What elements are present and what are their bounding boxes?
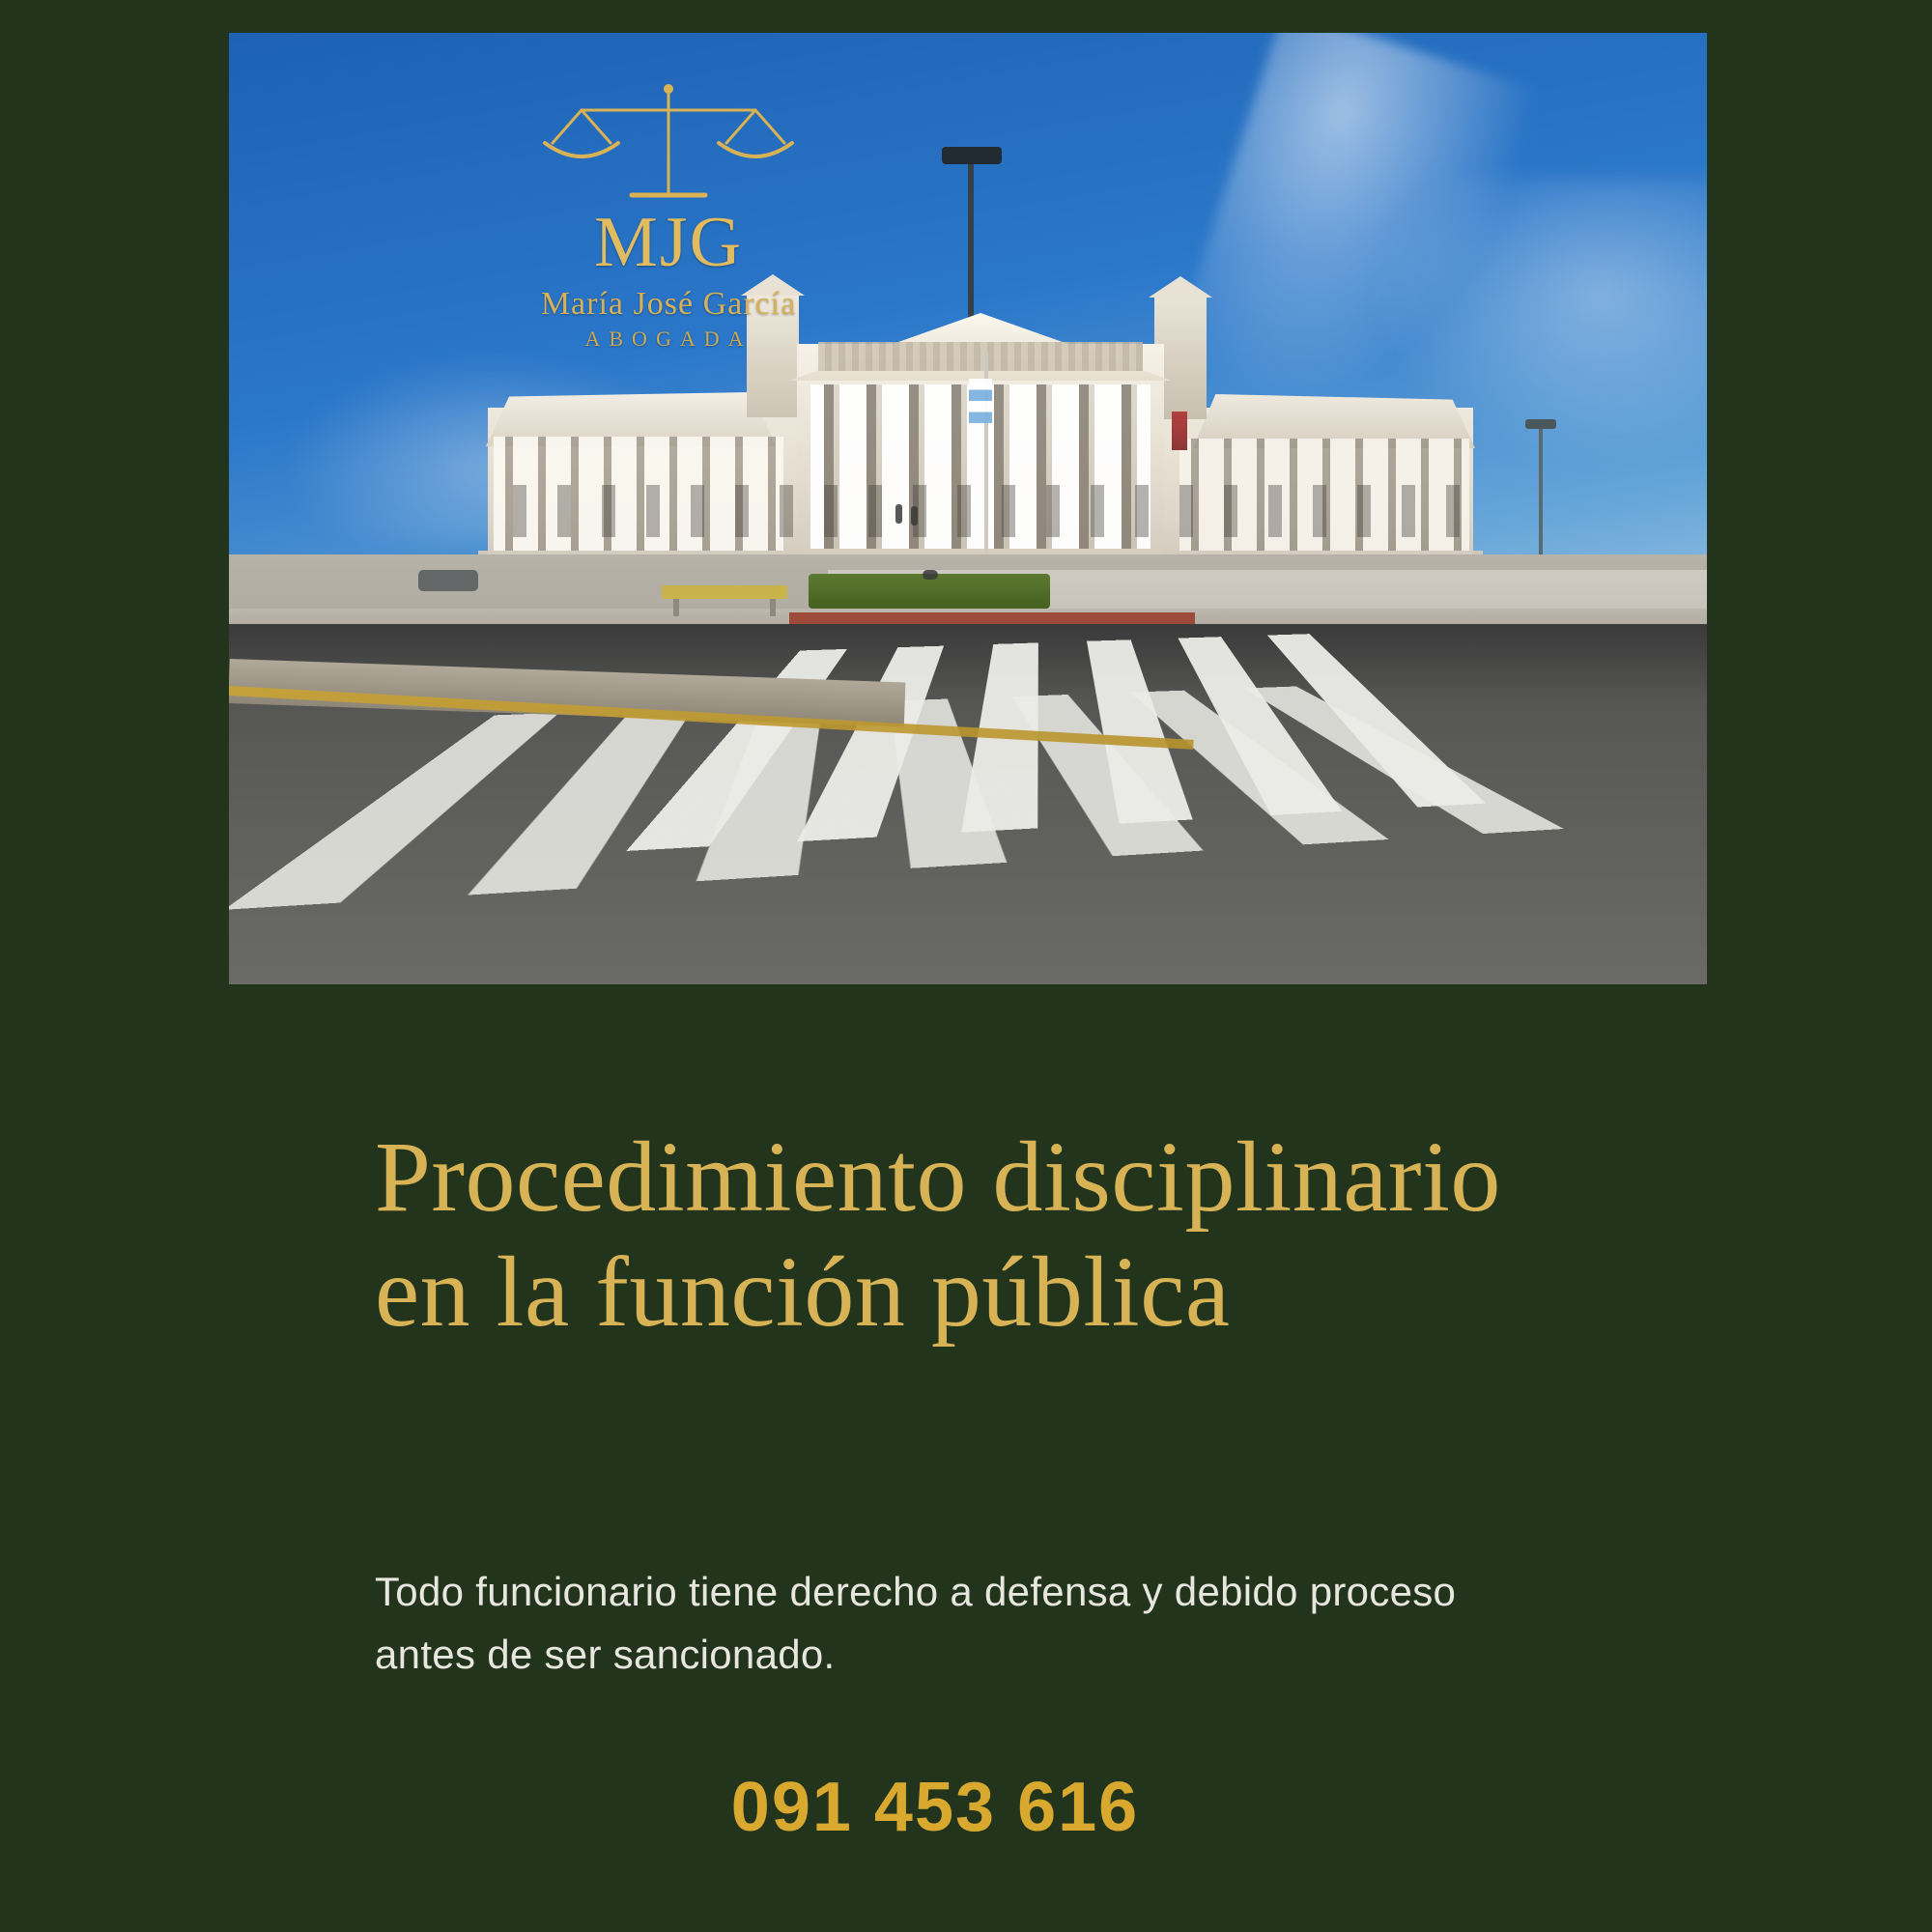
subtitle: Todo funcionario tiene derecho a defensa y debido proceso antes de ser sancionado. xyxy=(375,1569,1457,1678)
uruguay-flag xyxy=(969,379,992,423)
scales-of-justice-icon xyxy=(524,81,813,207)
phone-number[interactable]: 091 453 616 xyxy=(730,1769,1140,1846)
logo-role: ABOGADA xyxy=(584,327,753,351)
palacio-legislativo-photo xyxy=(229,33,1707,984)
street-lamp-head xyxy=(942,147,1002,164)
red-flag xyxy=(1172,412,1187,450)
bench xyxy=(662,585,787,599)
street-lamp-head xyxy=(1525,419,1556,429)
logo-name: María José García xyxy=(540,286,797,322)
parked-car xyxy=(418,570,478,591)
red-kerb xyxy=(789,612,1195,624)
headline: Procedimiento disciplinario en la función pública xyxy=(375,1122,1501,1348)
logo xyxy=(524,81,813,381)
logo-monogram: MJG xyxy=(593,203,744,282)
